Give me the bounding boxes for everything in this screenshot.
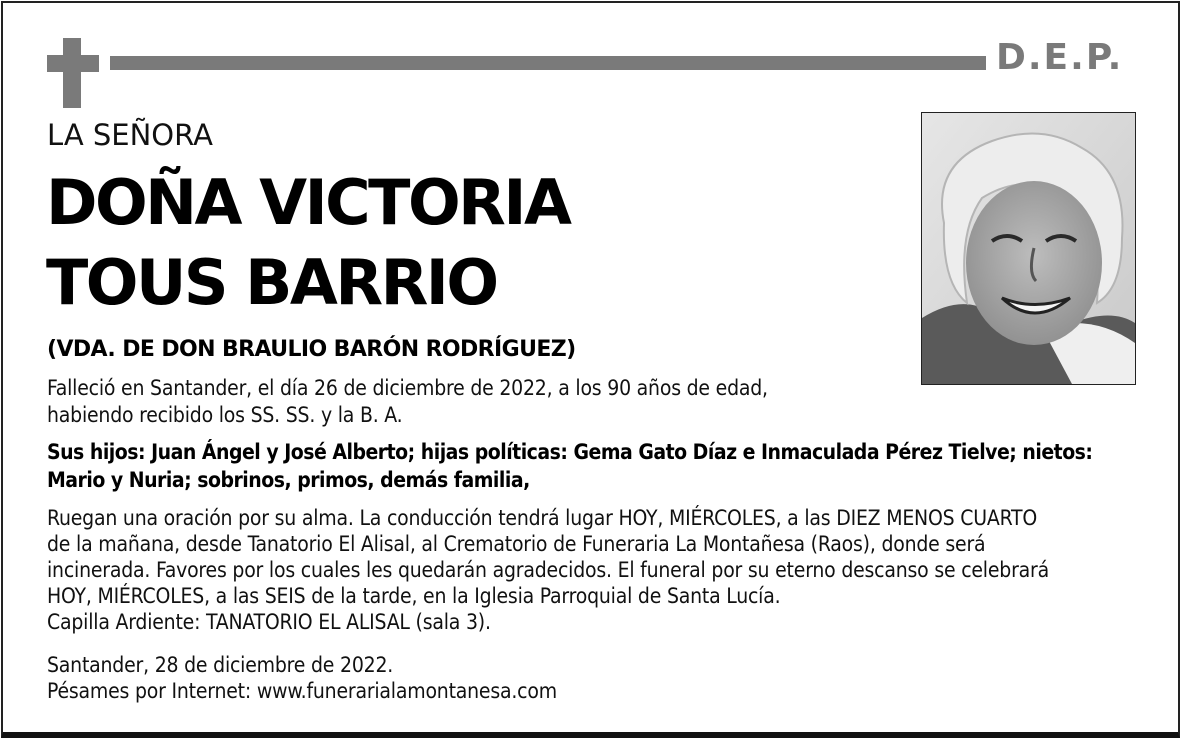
service-line5: Capilla Ardiente: TANATORIO EL ALISAL (sala 3).: [47, 610, 491, 634]
dep-label: D.E.P.: [996, 37, 1124, 78]
header-rule: [110, 56, 986, 70]
death-line1: Falleció en Santander, el día 26 de diciembre de 2022, a los 90 años de edad,: [47, 376, 768, 400]
cross-icon-arm: [47, 55, 99, 72]
portrait-icon: [922, 113, 1135, 384]
widow-of: (VDA. DE DON BRAULIO BARÓN RODRÍGUEZ): [47, 337, 576, 362]
service-line1: Ruegan una oración por su alma. La conducción tendrá lugar HOY, MIÉRCOLES, a las DIEZ MENOS CUARTO: [47, 506, 1037, 530]
family-line2: Mario y Nuria; sobrinos, primos, demás familia,: [47, 468, 530, 492]
date-line: Santander, 28 de diciembre de 2022.: [47, 653, 394, 677]
deceased-name-line2: TOUS BARRIO: [46, 246, 497, 319]
death-line2: habiendo recibido los SS. SS. y la B. A.: [47, 403, 403, 427]
portrait-photo: [921, 112, 1136, 385]
service-line4: HOY, MIÉRCOLES, a las SEIS de la tarde, en la Iglesia Parroquial de Santa Lucía.: [47, 584, 781, 608]
service-line3: incinerada. Favores por los cuales les quedarán agradecidos. El funeral por su eterno descanso se celebrará: [47, 558, 1049, 582]
cross-icon: [63, 38, 81, 108]
deceased-name-line1: DOÑA VICTORIA: [46, 166, 570, 239]
service-line2: de la mañana, desde Tanatorio El Alisal, al Crematorio de Funeraria La Montañesa (Raos), donde será: [47, 532, 986, 556]
family-line1: Sus hijos: Juan Ángel y José Alberto; hijas políticas: Gema Gato Díaz e Inmaculada Pérez Tielve; nietos:: [47, 440, 1093, 464]
deceased-prefix: LA SEÑORA: [47, 118, 213, 152]
web-line: Pésames por Internet: www.funerarialamontanesa.com: [47, 679, 557, 703]
